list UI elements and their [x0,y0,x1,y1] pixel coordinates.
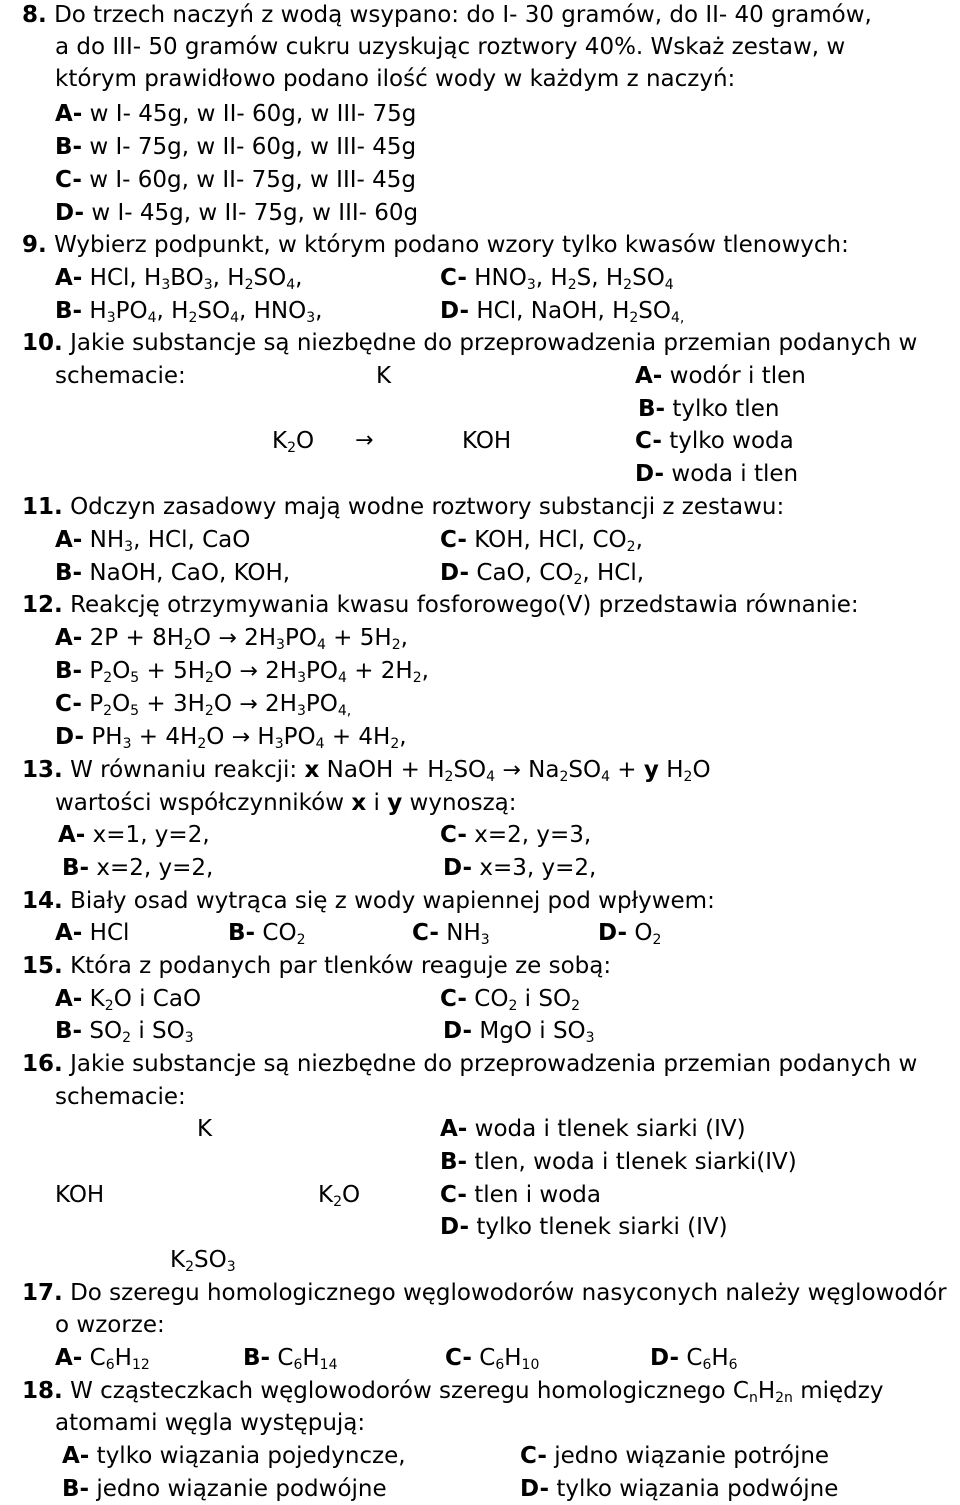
question-10-option-a: A- wodór i tlen [635,363,806,389]
question-13-option-c: C- x=2, y=3, [440,822,592,848]
question-9-stem: 9. Wybierz podpunkt, w którym podano wzory tylko kwasów tlenowych: [22,232,849,258]
question-14-option-c: C- $NH_3$ [412,920,490,948]
question-13-option-b: B- x=2, y=2, [62,855,214,881]
scheme-k2o: $K_2O$ [272,428,315,456]
question-17-option-b: B- $C_6H_{14}$ [243,1345,338,1373]
scheme-k2o: $K_2O$ [318,1182,361,1210]
question-9-option-a: A- HCl, $H_3BO_3$, $H_2SO_4$, [55,265,303,293]
question-8-line-3: którym prawidłowo podano ilość wody w każdym z naczyń: [55,66,736,92]
question-12-option-c: C- $P_2O_5 + 3H_2O \to 2H_3PO_{4,}$ [55,691,352,719]
scheme-koh: KOH [55,1182,105,1208]
question-10-option-d: D- woda i tlen [635,461,799,487]
question-9-option-b: B- $H_3PO_4$, $H_2SO_4$, $HNO_3$, [55,298,323,326]
arrow-icon: → [218,626,237,651]
question-8-line-2: a do III- 50 gramów cukru uzyskując roztwory 40%. Wskaż zestaw, w [55,34,846,60]
question-18-option-d: D- tylko wiązania podwójne [520,1476,839,1502]
question-18-option-a: A- tylko wiązania pojedyncze, [62,1443,406,1469]
question-15-option-c: C- $CO_2$ i $SO_2$ [440,986,580,1014]
question-14-option-a: A- HCl [55,920,130,946]
question-13-option-a: A- x=1, y=2, [58,822,210,848]
question-12-option-a: A- $2P + 8H_2O \to 2H_3PO_4 + 5H_2$, [55,625,408,653]
question-11-option-b: B- NaOH, CaO, KOH, [55,560,291,586]
question-12-stem: 12. Reakcję otrzymywania kwasu fosforowego(V) przedstawia równanie: [22,592,859,618]
scheme-potassium: K [376,363,392,389]
question-18-option-b: B- jedno wiązanie podwójne [62,1476,387,1502]
question-16-stem-line-2: schemacie: [55,1084,186,1110]
question-15-option-b: B- $SO_2$ i $SO_3$ [55,1018,194,1046]
question-18-option-c: C- jedno wiązanie potrójne [520,1443,830,1469]
question-17-stem: 17. Do szeregu homologicznego węglowodorów nasyconych należy węglowodór [22,1280,947,1306]
question-16-option-b: B- tlen, woda i tlenek siarki(IV) [440,1149,797,1175]
scheme-k2so3: $K_2SO_3$ [170,1247,236,1275]
question-8-option-c: C- w I- 60g, w II- 75g, w III- 45g [55,167,417,193]
scheme-koh: KOH [462,428,512,454]
question-16-option-c: C- tlen i woda [440,1182,601,1208]
question-11-option-c: C- KOH, HCl, $CO_2$, [440,527,643,555]
question-8-line-1 [22,0,872,30]
arrow-icon: → [239,659,258,684]
question-9-option-c: C- $HNO_3$, $H_2S$, $H_2SO_4$ [440,265,674,293]
question-13-stem-line-2: wartości współczynników x i y wynoszą: [55,790,517,816]
question-10-stem: 10. Jakie substancje są niezbędne do przeprowadzenia przemian podanych w [22,330,918,356]
question-17-stem-line-2: o wzorze: [55,1312,165,1338]
question-12-option-b: B- $P_2O_5 + 5H_2O \to 2H_3PO_4 + 2H_2$, [55,658,429,686]
question-18-stem: 18. W cząsteczkach węglowodorów szeregu homologicznego $C_nH_{2n}$ między [22,1378,884,1406]
question-10-stem-line-2: schemacie: [55,363,186,389]
question-8-option-a: A- w I- 45g, w II- 60g, w III- 75g [55,101,417,127]
question-8-option-d: D- w I- 45g, w II- 75g, w III- 60g [55,200,419,226]
question-number: 8. [22,2,47,28]
question-15-option-d: D- MgO i $SO_3$ [443,1018,595,1046]
question-15-option-a: A- $K_2O$ i CaO [55,986,202,1014]
question-text: Do trzech naczyń z wodą wsypano: do I- 30 gramów, do II- 40 gramów, [54,2,872,28]
arrow-icon: → [502,758,521,783]
question-16-option-d: D- tylko tlenek siarki (IV) [440,1214,728,1240]
question-11-option-a: A- $NH_3$, HCl, CaO [55,527,251,555]
question-11-option-d: D- CaO, $CO_2$, HCl, [440,560,645,588]
arrow-icon: → [355,428,374,453]
question-16-option-a: A- woda i tlenek siarki (IV) [440,1116,746,1142]
question-10-option-b: B- tylko tlen [638,396,780,422]
question-17-option-a: A- $C_6H_{12}$ [55,1345,150,1373]
question-8-option-b: B- w I- 75g, w II- 60g, w III- 45g [55,134,417,160]
question-14-option-b: B- $CO_2$ [228,920,306,948]
question-9-option-d: D- HCl, NaOH, $H_2SO_{4,}$ [440,298,685,326]
question-14-stem: 14. Biały osad wytrąca się z wody wapiennej pod wpływem: [22,888,715,914]
question-16-stem: 16. Jakie substancje są niezbędne do przeprowadzenia przemian podanych w [22,1051,918,1077]
question-13-stem: 13. W równaniu reakcji: x NaOH + $H_2SO_4 \to Na_2SO_4 + y$ $H_2O$ [22,757,711,785]
question-15-stem: 15. Która z podanych par tlenków reaguje ze sobą: [22,953,612,979]
scheme-potassium: K [197,1116,213,1142]
arrow-icon: → [231,725,251,750]
question-11-stem: 11. Odczyn zasadowy mają wodne roztwory substancji z zestawu: [22,494,785,520]
question-17-option-d: D- $C_6H_6$ [650,1345,738,1373]
question-12-option-d: D- $PH_3 + 4H_2O \to H_3PO_4 + 4H_2$, [55,724,407,752]
question-13-option-d: D- x=3, y=2, [443,855,597,881]
question-17-option-c: C- $C_6H_{10}$ [445,1345,540,1373]
question-10-option-c: C- tylko woda [635,428,794,454]
question-18-stem-line-2: atomami węgla występują: [55,1410,366,1436]
question-14-option-d: D- $O_2$ [598,920,662,948]
arrow-icon: → [239,692,258,717]
